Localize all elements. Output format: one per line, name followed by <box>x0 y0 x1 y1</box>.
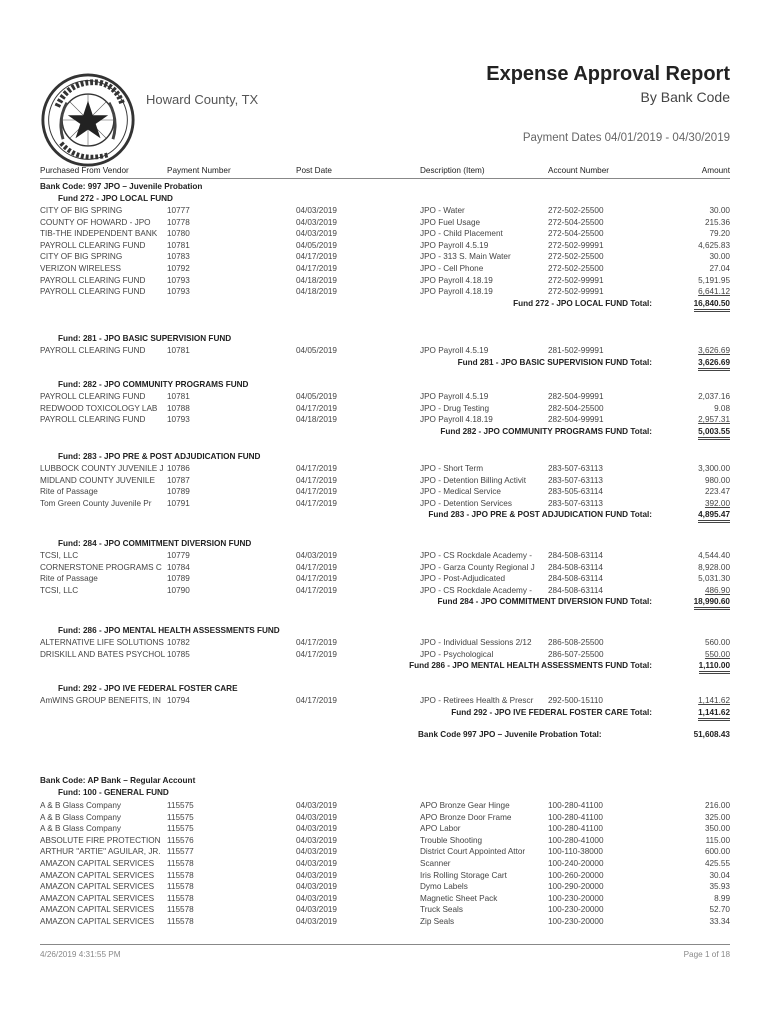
vendor-cell: CITY OF BIG SPRING <box>40 252 123 262</box>
vendor-cell: AMAZON CAPITAL SERVICES <box>40 893 155 903</box>
post-date-cell: 04/17/2019 <box>296 696 337 705</box>
footer-timestamp: 4/26/2019 4:31:55 PM <box>40 950 121 959</box>
bank-total-value: 51,608.43 <box>693 730 730 739</box>
amount-cell: 2,957.31 <box>698 415 730 425</box>
post-date-cell: 04/03/2019 <box>296 882 337 892</box>
vendor-cell: AMAZON CAPITAL SERVICES <box>40 882 155 892</box>
amount-cell: 8,928.00 <box>698 562 730 572</box>
payment-number-cell: 10784 <box>167 562 190 572</box>
description-cell: JPO - Cell Phone <box>420 264 484 273</box>
vendor-cell: Rite of Passage <box>40 574 98 584</box>
payment-number-cell: 10789 <box>167 574 190 584</box>
amount-cell: 35.93 <box>709 882 730 892</box>
payment-number-cell: 10781 <box>167 392 190 401</box>
post-date-cell: 04/03/2019 <box>296 835 337 845</box>
amount-cell: 486.90 <box>704 585 730 595</box>
description-cell: JPO - Child Placement <box>420 229 503 239</box>
post-date-cell: 04/03/2019 <box>296 801 337 810</box>
vendor-cell: REDWOOD TOXICOLOGY LAB <box>40 403 158 413</box>
fund-label: Fund: 286 - JPO MENTAL HEALTH ASSESSMENTS FUND <box>58 626 280 635</box>
account-number-cell: 272-502-99991 <box>548 287 604 297</box>
payment-number-cell: 10782 <box>167 638 190 647</box>
post-date-cell: 04/17/2019 <box>296 475 337 485</box>
account-number-cell: 100-260-20000 <box>548 870 604 880</box>
account-number-cell: 272-502-25500 <box>548 252 604 262</box>
amount-cell: 30.04 <box>709 870 730 880</box>
account-number-cell: 283-507-63113 <box>548 498 603 508</box>
post-date-cell: 04/05/2019 <box>296 392 337 401</box>
account-number-cell: 100-280-41100 <box>548 812 603 822</box>
description-cell: Trouble Shooting <box>420 835 483 845</box>
description-cell: Iris Rolling Storage Cart <box>420 870 507 880</box>
post-date-cell: 04/03/2019 <box>296 217 337 227</box>
vendor-cell: ABSOLUTE FIRE PROTECTION <box>40 835 161 845</box>
account-number-cell: 100-280-41000 <box>548 835 604 845</box>
vendor-cell: PAYROLL CLEARING FUND <box>40 346 146 355</box>
post-date-cell: 04/17/2019 <box>296 649 337 659</box>
payment-number-cell: 115578 <box>167 905 194 915</box>
description-cell: JPO - CS Rockdale Academy - <box>420 585 532 595</box>
fund-total-label: Fund 281 - JPO BASIC SUPERVISION FUND Total: <box>457 357 652 367</box>
account-number-cell: 100-240-20000 <box>548 859 604 868</box>
account-number-cell: 282-504-99991 <box>548 392 604 401</box>
description-cell: JPO Fuel Usage <box>420 217 481 227</box>
payment-number-cell: 10785 <box>167 649 190 659</box>
fund-label: Fund: 283 - JPO PRE & POST ADJUDICATION FUND <box>58 452 261 461</box>
account-number-cell: 272-502-99991 <box>548 240 604 250</box>
post-date-cell: 04/17/2019 <box>296 498 337 508</box>
vendor-cell: PAYROLL CLEARING FUND <box>40 275 146 285</box>
payment-number-cell: 10786 <box>167 464 190 473</box>
amount-cell: 115.00 <box>705 835 730 845</box>
description-cell: APO Labor <box>420 824 461 834</box>
vendor-cell: PAYROLL CLEARING FUND <box>40 287 146 297</box>
fund-total-label: Fund 283 - JPO PRE & POST ADJUDICATION FUND Total: <box>428 510 652 520</box>
payment-number-cell: 115578 <box>167 870 194 880</box>
col-amount: Amount <box>701 166 730 175</box>
amount-cell: 33.34 <box>709 917 730 926</box>
post-date-cell: 04/03/2019 <box>296 847 337 857</box>
account-number-cell: 281-502-99991 <box>548 346 604 355</box>
fund-total-value: 1,141.62 <box>698 708 730 721</box>
fund-label-100: Fund: 100 - GENERAL FUND <box>58 788 169 797</box>
vendor-cell: AMAZON CAPITAL SERVICES <box>40 905 155 915</box>
fund-label: Fund: 282 - JPO COMMUNITY PROGRAMS FUND <box>58 380 249 389</box>
account-number-cell: 283-507-63113 <box>548 475 603 485</box>
post-date-cell: 04/05/2019 <box>296 346 337 355</box>
description-cell: JPO Payroll 4.5.19 <box>420 392 489 401</box>
post-date-cell: 04/03/2019 <box>296 206 337 215</box>
payment-number-cell: 115578 <box>167 882 194 892</box>
payment-number-cell: 115575 <box>167 812 194 822</box>
amount-cell: 30.00 <box>709 252 730 262</box>
post-date-cell: 04/03/2019 <box>296 824 337 834</box>
amount-cell: 4,625.83 <box>698 240 730 250</box>
fund-label: Fund 272 - JPO LOCAL FUND <box>58 194 173 203</box>
post-date-cell: 04/05/2019 <box>296 240 337 250</box>
amount-cell: 8.99 <box>714 893 730 903</box>
post-date-cell: 04/17/2019 <box>296 585 337 595</box>
report-subtitle: By Bank Code <box>640 89 730 105</box>
payment-number-cell: 10793 <box>167 287 190 297</box>
amount-cell: 560.00 <box>704 638 730 647</box>
account-number-cell: 100-230-20000 <box>548 917 604 926</box>
account-number-cell: 100-280-41100 <box>548 824 603 834</box>
fund-total-label: Fund 292 - JPO IVE FEDERAL FOSTER CARE Total: <box>451 707 652 717</box>
vendor-cell: CITY OF BIG SPRING <box>40 206 123 215</box>
post-date-cell: 04/18/2019 <box>296 287 337 297</box>
vendor-cell: AMAZON CAPITAL SERVICES <box>40 870 155 880</box>
payment-number-cell: 115577 <box>167 847 194 857</box>
description-cell: JPO - Garza County Regional J <box>420 562 535 572</box>
post-date-cell: 04/17/2019 <box>296 487 337 497</box>
amount-cell: 980.00 <box>704 475 730 485</box>
amount-cell: 550.00 <box>704 649 730 659</box>
vendor-cell: ARTHUR "ARTIE" AGUILAR, JR. <box>40 847 161 857</box>
vendor-cell: VERIZON WIRELESS <box>40 264 121 273</box>
account-number-cell: 283-505-63114 <box>548 487 603 497</box>
description-cell: Scanner <box>420 859 451 868</box>
header-rule <box>40 178 730 179</box>
fund-total-label: Fund 286 - JPO MENTAL HEALTH ASSESSMENTS FUND Total: <box>409 661 652 671</box>
amount-cell: 6,641.12 <box>698 287 730 297</box>
col-post-date: Post Date <box>296 166 332 175</box>
account-number-cell: 284-508-63114 <box>548 551 603 560</box>
payment-number-cell: 10787 <box>167 475 190 485</box>
description-cell: Dymo Labels <box>420 882 468 892</box>
vendor-cell: ALTERNATIVE LIFE SOLUTIONS <box>40 638 164 647</box>
description-cell: APO Bronze Gear Hinge <box>420 801 510 810</box>
account-number-cell: 272-502-99991 <box>548 275 604 285</box>
post-date-cell: 04/03/2019 <box>296 229 337 239</box>
fund-total-label: Fund 272 - JPO LOCAL FUND Total: <box>513 298 652 308</box>
payment-number-cell: 115575 <box>167 824 194 834</box>
description-cell: JPO - Drug Testing <box>420 403 490 413</box>
description-cell: JPO Payroll 4.18.19 <box>420 415 493 425</box>
amount-cell: 3,626.69 <box>698 346 730 355</box>
payment-number-cell: 10794 <box>167 696 190 705</box>
account-number-cell: 286-507-25500 <box>548 649 604 659</box>
payment-number-cell: 10777 <box>167 206 190 215</box>
bank-code-label-2: Bank Code: AP Bank – Regular Account <box>40 776 196 785</box>
amount-cell: 1,141.62 <box>698 696 730 705</box>
vendor-cell: PAYROLL CLEARING FUND <box>40 415 146 425</box>
amount-cell: 223.47 <box>704 487 730 497</box>
vendor-cell: DRISKILL AND BATES PSYCHOL <box>40 649 166 659</box>
description-cell: JPO - CS Rockdale Academy - <box>420 551 532 560</box>
fund-total-value: 18,990.60 <box>694 597 730 610</box>
account-number-cell: 292-500-15110 <box>548 696 603 705</box>
amount-cell: 215.36 <box>704 217 730 227</box>
vendor-cell: AmWINS GROUP BENEFITS, IN <box>40 696 161 705</box>
vendor-cell: Tom Green County Juvenile Pr <box>40 498 152 508</box>
post-date-cell: 04/18/2019 <box>296 415 337 425</box>
post-date-cell: 04/03/2019 <box>296 893 337 903</box>
payment-date-range: Payment Dates 04/01/2019 - 04/30/2019 <box>522 132 730 144</box>
payment-number-cell: 115578 <box>167 917 194 926</box>
amount-cell: 425.55 <box>704 859 730 868</box>
post-date-cell: 04/17/2019 <box>296 403 337 413</box>
amount-cell: 325.00 <box>704 812 730 822</box>
account-number-cell: 100-290-20000 <box>548 882 604 892</box>
amount-cell: 52.70 <box>709 905 730 915</box>
payment-number-cell: 10790 <box>167 585 190 595</box>
amount-cell: 2,037.16 <box>698 392 730 401</box>
vendor-cell: AMAZON CAPITAL SERVICES <box>40 917 155 926</box>
col-description: Description (Item) <box>420 166 485 175</box>
account-number-cell: 100-280-41100 <box>548 801 603 810</box>
payment-number-cell: 115576 <box>167 835 194 845</box>
vendor-cell: TCSI, LLC <box>40 585 79 595</box>
post-date-cell: 04/03/2019 <box>296 917 337 926</box>
post-date-cell: 04/17/2019 <box>296 638 337 647</box>
vendor-cell: A & B Glass Company <box>40 824 121 834</box>
account-number-cell: 282-504-99991 <box>548 415 604 425</box>
description-cell: JPO - Detention Services <box>420 498 512 508</box>
description-cell: JPO Payroll 4.18.19 <box>420 275 493 285</box>
vendor-cell: PAYROLL CLEARING FUND <box>40 240 146 250</box>
vendor-cell: Rite of Passage <box>40 487 98 497</box>
vendor-cell: A & B Glass Company <box>40 812 121 822</box>
description-cell: JPO - Retirees Health & Prescr <box>420 696 534 705</box>
payment-number-cell: 115578 <box>167 859 194 868</box>
post-date-cell: 04/17/2019 <box>296 252 337 262</box>
description-cell: Truck Seals <box>420 905 463 915</box>
description-cell: JPO - Medical Service <box>420 487 501 497</box>
col-account: Account Number <box>548 166 609 175</box>
vendor-cell: COUNTY OF HOWARD - JPO <box>40 217 151 227</box>
vendor-cell: MIDLAND COUNTY JUVENILE <box>40 475 155 485</box>
fund-label: Fund: 281 - JPO BASIC SUPERVISION FUND <box>58 334 232 343</box>
post-date-cell: 04/03/2019 <box>296 859 337 868</box>
post-date-cell: 04/17/2019 <box>296 562 337 572</box>
county-seal-image <box>40 72 136 168</box>
post-date-cell: 04/03/2019 <box>296 905 337 915</box>
fund-total-label: Fund 284 - JPO COMMITMENT DIVERSION FUND Total: <box>437 597 652 607</box>
description-cell: JPO - Individual Sessions 2/12 <box>420 638 532 647</box>
payment-number-cell: 10781 <box>167 240 190 250</box>
account-number-cell: 272-504-25500 <box>548 217 604 227</box>
account-number-cell: 283-507-63113 <box>548 464 603 473</box>
vendor-cell: TCSI, LLC <box>40 551 79 560</box>
post-date-cell: 04/17/2019 <box>296 464 337 473</box>
fund-total-value: 4,895.47 <box>698 510 730 523</box>
footer-page-number: Page 1 of 18 <box>683 950 730 959</box>
vendor-cell: AMAZON CAPITAL SERVICES <box>40 859 155 868</box>
amount-cell: 3,300.00 <box>698 464 730 473</box>
vendor-cell: TIB-THE INDEPENDENT BANK <box>40 229 158 239</box>
vendor-cell: LUBBOCK COUNTY JUVENILE J <box>40 464 164 473</box>
payment-number-cell: 10783 <box>167 252 190 262</box>
amount-cell: 30.00 <box>709 206 730 215</box>
payment-number-cell: 10781 <box>167 346 190 355</box>
payment-number-cell: 115575 <box>167 801 194 810</box>
post-date-cell: 04/03/2019 <box>296 812 337 822</box>
description-cell: JPO - Post-Adjudicated <box>420 574 506 584</box>
post-date-cell: 04/18/2019 <box>296 275 337 285</box>
description-cell: JPO Payroll 4.5.19 <box>420 346 489 355</box>
description-cell: JPO - Psychological <box>420 649 494 659</box>
account-number-cell: 282-504-25500 <box>548 403 604 413</box>
account-number-cell: 286-508-25500 <box>548 638 604 647</box>
vendor-cell: A & B Glass Company <box>40 801 121 810</box>
fund-total-value: 3,626.69 <box>698 358 730 371</box>
county-name: Howard County, TX <box>146 92 259 107</box>
amount-cell: 79.20 <box>709 229 730 239</box>
description-cell: District Court Appointed Attor <box>420 847 526 857</box>
payment-number-cell: 10793 <box>167 415 190 425</box>
footer-rule <box>40 944 730 945</box>
description-cell: Magnetic Sheet Pack <box>420 893 498 903</box>
col-payment: Payment Number <box>167 166 231 175</box>
account-number-cell: 284-508-63114 <box>548 585 603 595</box>
account-number-cell: 100-230-20000 <box>548 893 604 903</box>
fund-total-value: 1,110.00 <box>699 661 730 674</box>
account-number-cell: 272-502-25500 <box>548 206 604 215</box>
payment-number-cell: 10778 <box>167 217 190 227</box>
amount-cell: 392.00 <box>704 498 730 508</box>
payment-number-cell: 10788 <box>167 403 190 413</box>
amount-cell: 350.00 <box>704 824 730 834</box>
amount-cell: 216.00 <box>704 801 730 810</box>
description-cell: JPO Payroll 4.5.19 <box>420 240 489 250</box>
description-cell: JPO Payroll 4.18.19 <box>420 287 493 297</box>
amount-cell: 27.04 <box>709 264 730 273</box>
description-cell: Zip Seals <box>420 917 455 926</box>
payment-number-cell: 10779 <box>167 551 190 560</box>
post-date-cell: 04/17/2019 <box>296 264 337 273</box>
vendor-cell: PAYROLL CLEARING FUND <box>40 392 146 401</box>
col-vendor: Purchased From Vendor <box>40 166 129 175</box>
account-number-cell: 272-502-25500 <box>548 264 604 273</box>
fund-label: Fund: 292 - JPO IVE FEDERAL FOSTER CARE <box>58 684 238 693</box>
post-date-cell: 04/03/2019 <box>296 551 337 560</box>
description-cell: JPO - Detention Billing Activit <box>420 475 527 485</box>
report-title: Expense Approval Report <box>486 63 730 85</box>
amount-cell: 5,191.95 <box>698 275 730 285</box>
post-date-cell: 04/17/2019 <box>296 574 337 584</box>
payment-number-cell: 10791 <box>167 498 190 508</box>
description-cell: JPO - 313 S. Main Water <box>420 252 511 262</box>
bank-total-label: Bank Code 997 JPO – Juvenile Probation Total: <box>418 730 602 739</box>
description-cell: APO Bronze Door Frame <box>420 812 512 822</box>
amount-cell: 4,544.40 <box>698 551 730 560</box>
fund-total-value: 5,003.55 <box>698 427 730 440</box>
payment-number-cell: 10793 <box>167 275 190 285</box>
account-number-cell: 272-504-25500 <box>548 229 604 239</box>
account-number-cell: 100-110-38000 <box>548 847 603 857</box>
amount-cell: 5,031.30 <box>698 574 730 584</box>
fund-total-value: 16,840.50 <box>694 299 730 312</box>
account-number-cell: 284-508-63114 <box>548 574 603 584</box>
account-number-cell: 284-508-63114 <box>548 562 603 572</box>
payment-number-cell: 10780 <box>167 229 190 239</box>
amount-cell: 9.08 <box>714 403 730 413</box>
payment-number-cell: 10789 <box>167 487 190 497</box>
bank-code-label: Bank Code: 997 JPO – Juvenile Probation <box>40 182 203 191</box>
vendor-cell: CORNERSTONE PROGRAMS C <box>40 562 162 572</box>
payment-number-cell: 115578 <box>167 893 194 903</box>
description-cell: JPO - Water <box>420 206 465 215</box>
description-cell: JPO - Short Term <box>420 464 484 473</box>
account-number-cell: 100-230-20000 <box>548 905 604 915</box>
post-date-cell: 04/03/2019 <box>296 870 337 880</box>
amount-cell: 600.00 <box>704 847 730 857</box>
payment-number-cell: 10792 <box>167 264 190 273</box>
fund-total-label: Fund 282 - JPO COMMUNITY PROGRAMS FUND Total: <box>440 426 652 436</box>
fund-label: Fund: 284 - JPO COMMITMENT DIVERSION FUND <box>58 539 252 548</box>
